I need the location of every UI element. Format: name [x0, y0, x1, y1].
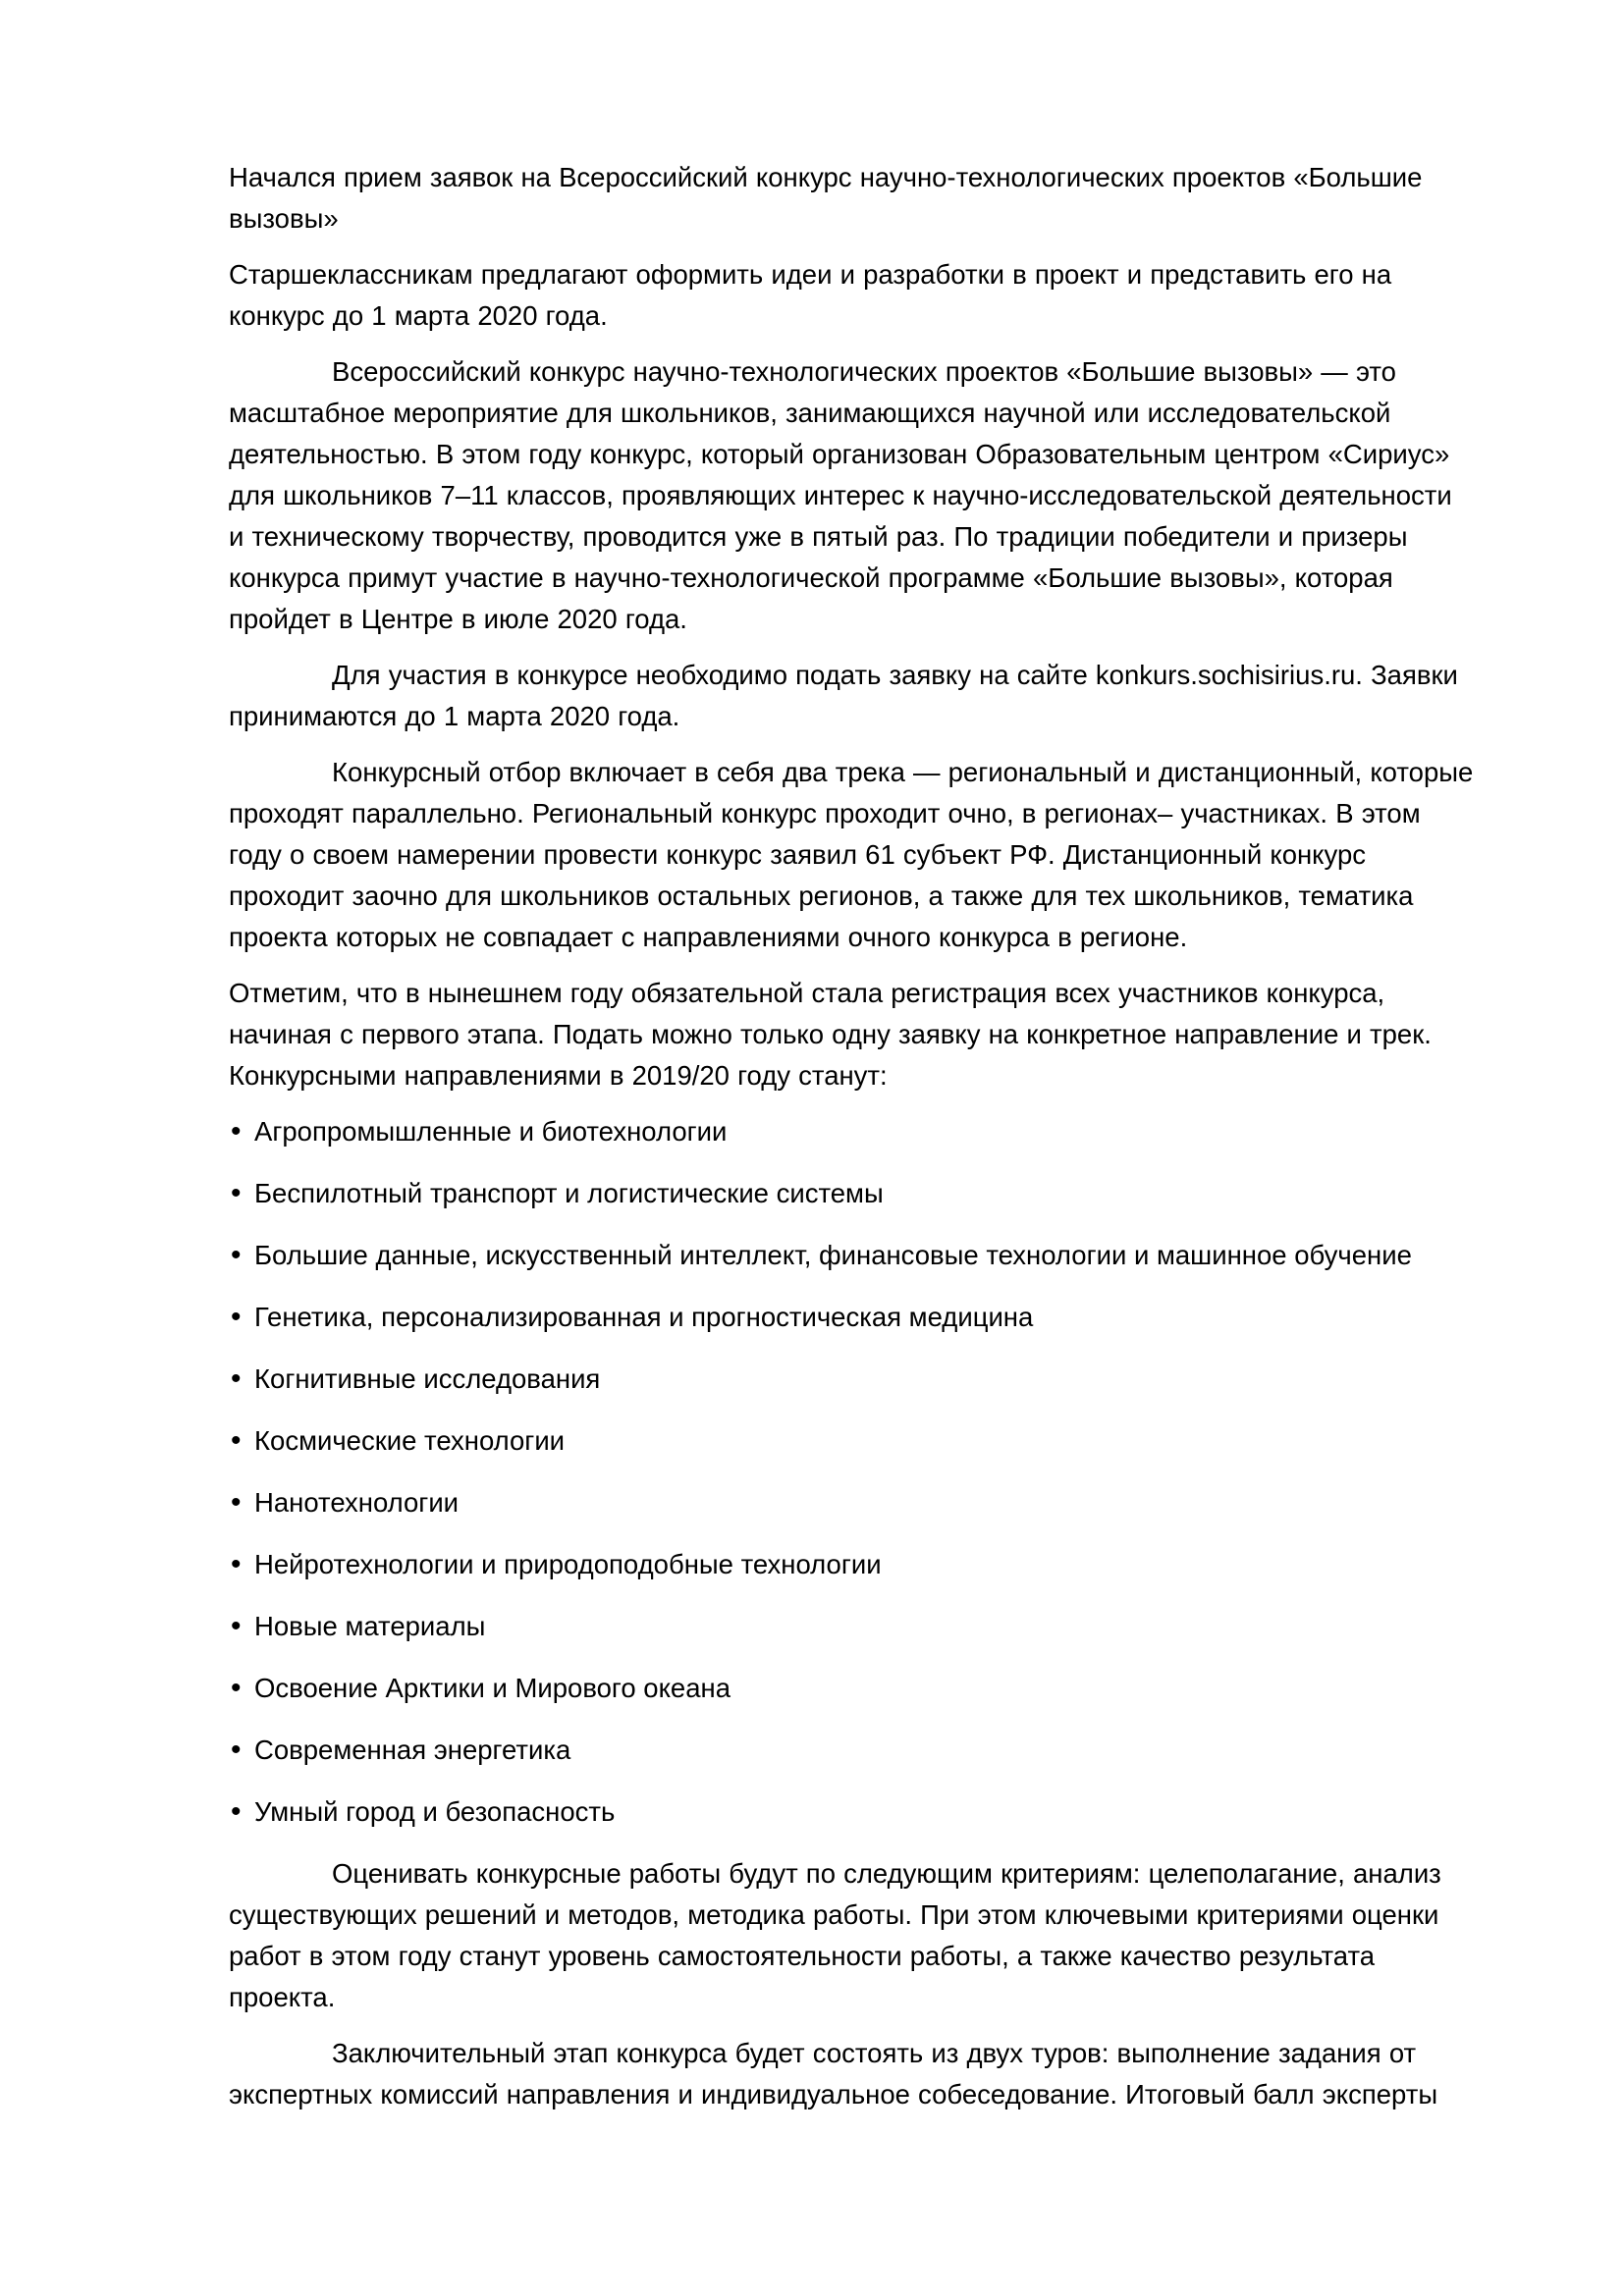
- body-paragraph: Для участия в конкурсе необходимо подать заявку на сайте konkurs.sochisirius.ru. Заявки принимаются до 1 марта 2020 года.: [229, 660, 1458, 731]
- bullet-item: • Нейротехнологии и природоподобные технологии: [229, 1544, 1475, 1585]
- body-paragraph: Заключительный этап конкурса будет состоять из двух туров: выполнение задания от экспертных комиссий направления и индивидуальное собеседование. Итоговый балл эксперты: [229, 2038, 1438, 2109]
- bullet-item: • Большие данные, искусственный интеллект, финансовые технологии и машинное обучение: [229, 1235, 1475, 1276]
- document-title-paragraph: Начался прием заявок на Всероссийский конкурс научно-технологических проектов «Большие вызовы»: [229, 162, 1423, 234]
- body-paragraph: Конкурсный отбор включает в себя два трека — региональный и дистанционный, которые проходят параллельно. Региональный конкурс проходит очно, в регионах– участниках. В этом году о своем намерении провести конкурс заявил 61 субъект РФ. Дистанционный конкурс проходит заочно для школьников остальных регионов, а также для тех школьников, тематика проекта которых не совпадает с направлениями очного конкурса в регионе.: [229, 757, 1474, 952]
- lead-paragraph: Старшеклассникам предлагают оформить идеи и разработки в проект и представить его на конкурс до 1 марта 2020 года.: [229, 259, 1392, 331]
- bullet-list: [229, 1111, 1475, 1833]
- bullet-item: • Агропромышленные и биотехнологии: [229, 1111, 1475, 1152]
- bullet-item: • Освоение Арктики и Мирового океана: [229, 1668, 1475, 1709]
- bullet-item: • Беспилотный транспорт и логистические системы: [229, 1173, 1475, 1214]
- bullet-item: • Современная энергетика: [229, 1730, 1475, 1771]
- body-paragraph: Всероссийский конкурс научно-технологических проектов «Большие вызовы» — это масштабное мероприятие для школьников, занимающихся научной или исследовательской деятельностью. В этом году конкурс, который организован Образовательным центром «Сириус» для школьников 7–11 классов, проявляющих интерес к научно-исследовательской деятельности и техническому творчеству, проводится уже в пятый раз. По традиции победители и призеры конкурса примут участие в научно-технологической программе «Большие вызовы», которая пройдет в Центре в июле 2020 года.: [229, 356, 1452, 634]
- bullet-item: • Новые материалы: [229, 1606, 1475, 1647]
- bullet-item: • Нанотехнологии: [229, 1482, 1475, 1523]
- bullet-item: • Умный город и безопасность: [229, 1791, 1475, 1833]
- bullet-item: • Космические технологии: [229, 1420, 1475, 1462]
- bullet-item: • Генетика, персонализированная и прогностическая медицина: [229, 1297, 1475, 1338]
- body-paragraph: Оценивать конкурсные работы будут по следующим критериям: целеполагание, анализ существующих решений и методов, методика работы. При этом ключевыми критериями оценки работ в этом году станут уровень самостоятельности работы, а также качество результата проекта.: [229, 1858, 1441, 2012]
- body-paragraph: Отметим, что в нынешнем году обязательной стала регистрация всех участников конкурса, начиная с первого этапа. Подать можно только одну заявку на конкретное направление и трек. Конкурсными направлениями в 2019/20 году станут:: [229, 978, 1432, 1091]
- bullet-item: • Когнитивные исследования: [229, 1359, 1475, 1400]
